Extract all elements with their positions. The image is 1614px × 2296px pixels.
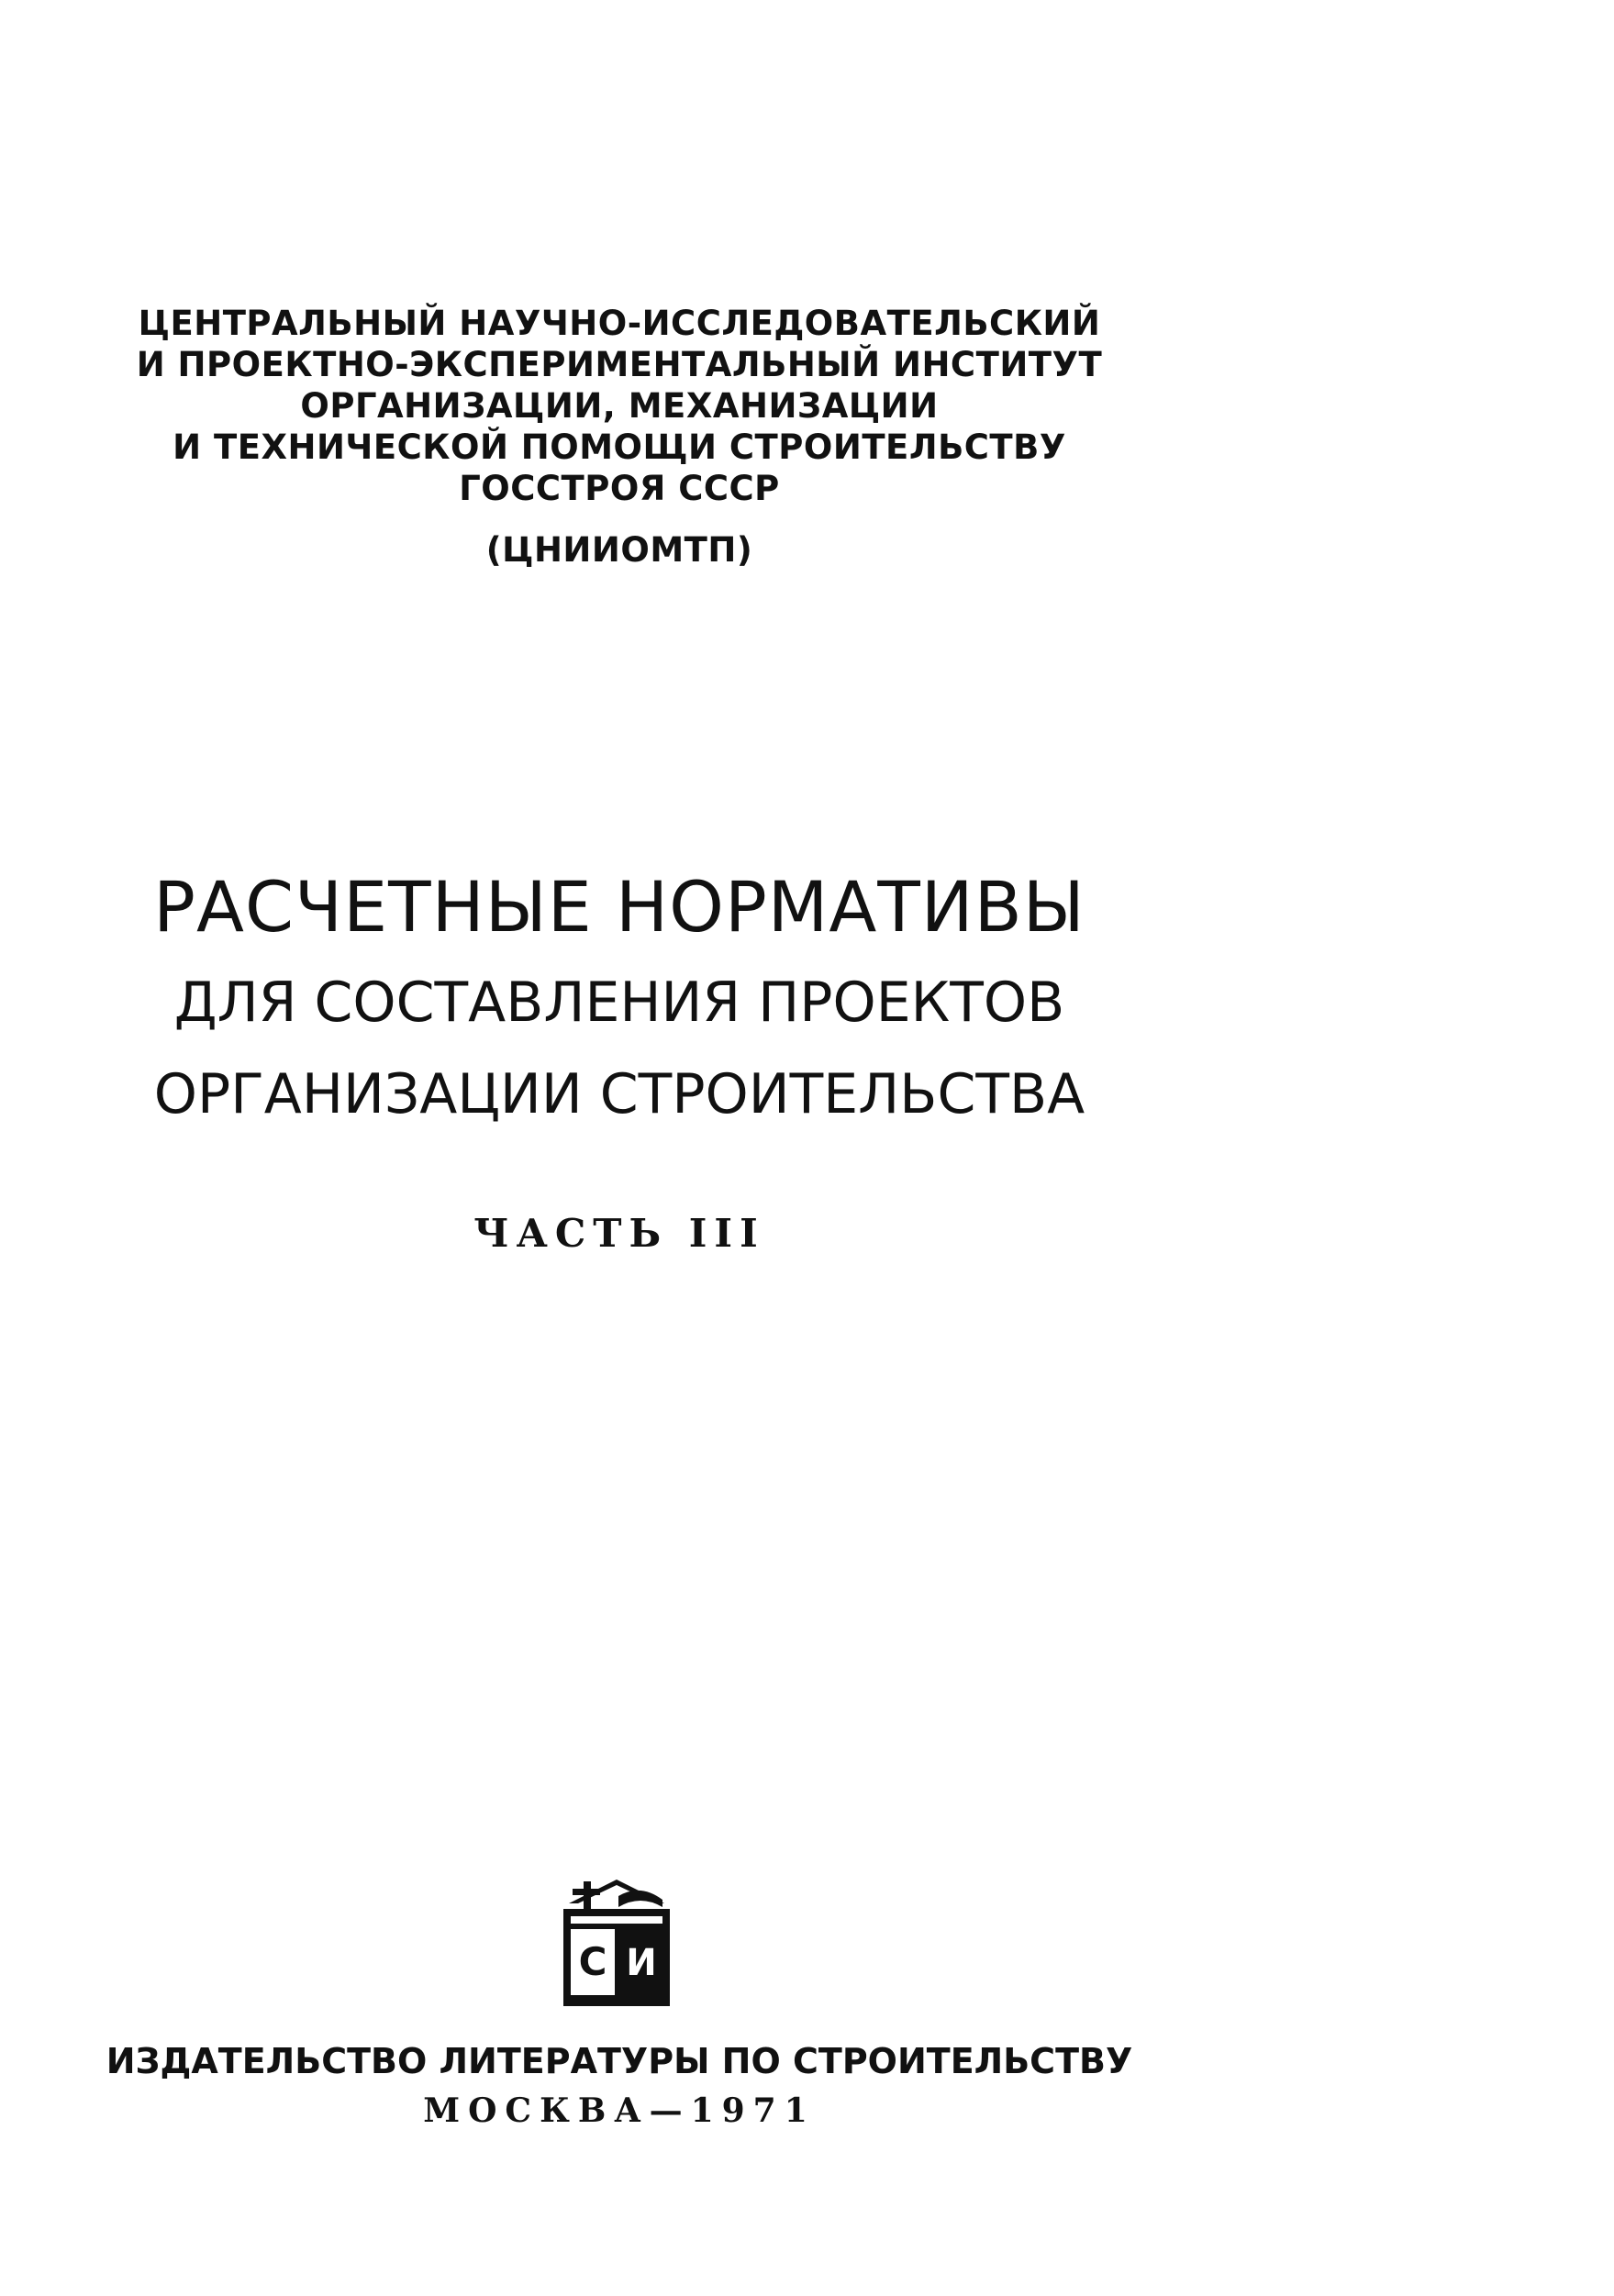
institute-line: ЦЕНТРАЛЬНЫЙ НАУЧНО-ИССЛЕДОВАТЕЛЬСКИЙ — [138, 304, 1101, 343]
institute-abbreviation: (ЦНИИОМТП) — [485, 530, 753, 570]
logo-letter: И — [626, 1942, 657, 1984]
part-number: ЧАСТЬ III — [473, 1211, 765, 1256]
publisher-logo-icon — [552, 1876, 681, 2013]
title-line-2: ДЛЯ СОСТАВЛЕНИЯ ПРОЕКТОВ — [173, 971, 1065, 1035]
publisher-block — [0, 2036, 1239, 2135]
book-title — [0, 858, 1239, 1140]
title-line-1: РАСЧЕТНЫЕ НОРМАТИВЫ — [153, 866, 1085, 948]
institute-line: И ТЕХНИЧЕСКОЙ ПОМОЩИ СТРОИТЕЛЬСТВУ — [173, 427, 1066, 467]
logo-letter: С — [578, 1939, 607, 1984]
institute-line: И ПРОЕКТНО-ЭКСПЕРИМЕНТАЛЬНЫЙ ИНСТИТУТ — [136, 345, 1103, 384]
institute-line: ОРГАНИЗАЦИИ, МЕХАНИЗАЦИИ — [300, 386, 939, 426]
institute-header — [0, 303, 1239, 571]
title-line-3: ОРГАНИЗАЦИИ СТРОИТЕЛЬСТВА — [153, 1062, 1085, 1126]
publisher-city-year: МОСКВА—1971 — [423, 2091, 816, 2130]
institute-line: ГОССТРОЯ СССР — [459, 469, 780, 508]
publisher-name: ИЗДАТЕЛЬСТВО ЛИТЕРАТУРЫ ПО СТРОИТЕЛЬСТВУ — [106, 2041, 1133, 2081]
